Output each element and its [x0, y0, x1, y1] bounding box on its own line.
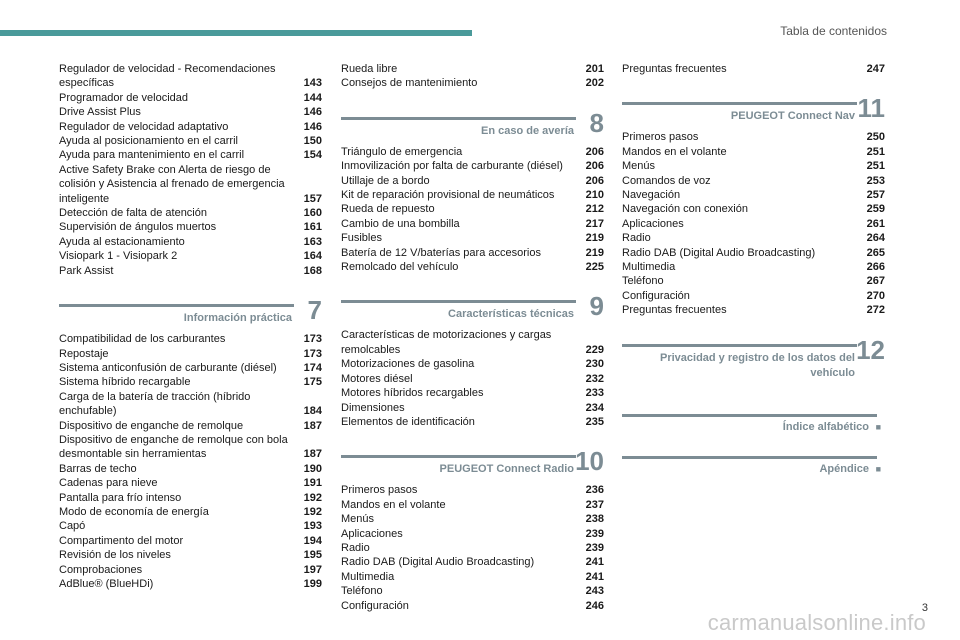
section-title: Apéndice — [819, 462, 869, 475]
toc-entry-page: 199 — [303, 578, 322, 590]
toc-entry[interactable] — [341, 76, 604, 90]
section-rule — [59, 304, 294, 307]
toc-entry-title: Cadenas para nieve — [59, 477, 158, 490]
toc-entry-title: Carga de la batería de tracción (híbrido enchufable) — [59, 390, 251, 418]
toc-entry-page: 164 — [303, 250, 322, 263]
section-header-11[interactable] — [622, 94, 885, 128]
toc-entry-page: 206 — [585, 160, 604, 173]
toc-entry-title: Preguntas frecuentes — [622, 304, 727, 317]
toc-entry-title: Radio DAB (Digital Audio Broadcasting) — [341, 556, 535, 569]
toc-entry[interactable] — [59, 433, 322, 462]
toc-entry-title: Utillaje de a bordo — [341, 174, 430, 187]
toc-entry-title: Modo de economía de energía — [59, 505, 209, 518]
toc-entry-title: Características de motorizaciones y cargas remolcables — [341, 329, 552, 356]
toc-entry-page: 184 — [303, 405, 322, 418]
toc-entry-title: Navegación — [622, 189, 681, 202]
toc-entry[interactable] — [59, 361, 322, 375]
toc-entry-title: Dispositivo de enganche de remolque con bola desmontable sin herramientas — [59, 433, 288, 461]
toc-entry-page: 267 — [866, 275, 885, 288]
toc-entry-title: Revisión de los niveles — [59, 549, 171, 562]
section-header-8[interactable] — [341, 109, 604, 143]
toc-entry[interactable] — [59, 390, 322, 419]
toc-entry-title: Motorizaciones de gasolina — [341, 358, 475, 371]
toc-entry[interactable] — [622, 231, 885, 245]
toc-entry[interactable] — [59, 163, 322, 206]
toc-entry[interactable] — [59, 235, 322, 249]
toc-entry-title: Multimedia — [341, 570, 395, 583]
toc-entry[interactable] — [341, 145, 604, 159]
toc-entry[interactable] — [341, 328, 604, 357]
toc-entry-page: 247 — [866, 63, 885, 75]
toc-entry[interactable] — [341, 498, 604, 512]
toc-entry-title: Aplicaciones — [341, 527, 403, 540]
toc-entry[interactable] — [59, 491, 322, 505]
toc-entry[interactable] — [622, 62, 885, 76]
toc-entry-title: Rueda libre — [341, 63, 398, 75]
toc-entry-page: 187 — [303, 419, 322, 432]
section-rule — [341, 117, 576, 120]
toc-entry-title: Programador de velocidad — [59, 91, 189, 104]
toc-entry-page: 202 — [585, 77, 604, 90]
toc-entry[interactable] — [622, 188, 885, 202]
toc-entry-page: 206 — [585, 145, 604, 158]
toc-entry-page: 272 — [866, 304, 885, 317]
toc-entry-title: Detección de falta de atención — [59, 207, 207, 220]
toc-entry-page: 239 — [585, 527, 604, 540]
toc-entry-page: 154 — [303, 149, 322, 162]
toc-entry-page: 173 — [303, 347, 322, 360]
toc-entry-page: 234 — [585, 401, 604, 414]
toc-entry[interactable] — [59, 577, 322, 591]
toc-entry-page: 146 — [303, 120, 322, 133]
section-title: Privacidad y registro de los datos del vehículo — [659, 351, 855, 379]
toc-entry-title: Configuración — [341, 599, 409, 612]
toc-column-3 — [622, 62, 885, 475]
toc-entry-title: Comandos de voz — [622, 174, 711, 187]
toc-entry-page: 197 — [303, 563, 322, 576]
section-title: Características técnicas — [448, 308, 574, 321]
toc-entry[interactable] — [341, 599, 604, 613]
toc-entry[interactable] — [59, 534, 322, 548]
toc-entry-title: Park Assist — [59, 264, 114, 277]
toc-entry-title: Fusibles — [341, 232, 382, 245]
toc-entry-title: Sistema híbrido recargable — [59, 376, 191, 389]
toc-column-2 — [341, 62, 604, 613]
toc-entry-title: Visiopark 1 - Visiopark 2 — [59, 250, 178, 263]
toc-entry-page: 143 — [303, 77, 322, 90]
toc-entry-page: 150 — [303, 135, 322, 148]
section-header-12[interactable] — [622, 336, 885, 386]
toc-entry-title: Sistema anticonfusión de carburante (diésel) — [59, 361, 277, 374]
toc-entry-page: 175 — [303, 376, 322, 389]
header-accent-bar — [0, 30, 472, 36]
toc-entry-page: 160 — [303, 207, 322, 220]
toc-entry-title: Ayuda al estacionamiento — [59, 235, 185, 248]
watermark-text: carmanualsonline.info — [707, 610, 926, 635]
toc-entry-title: Capó — [59, 520, 86, 533]
toc-entry-page: 250 — [866, 131, 885, 144]
toc-entry-page: 236 — [585, 484, 604, 497]
toc-entry[interactable] — [59, 519, 322, 533]
toc-entry[interactable] — [341, 541, 604, 555]
toc-entry-title: Dispositivo de enganche de remolque — [59, 419, 244, 432]
toc-entry-page: 195 — [303, 549, 322, 562]
toc-entry-page: 187 — [303, 448, 322, 461]
section-number: 12 — [856, 334, 885, 365]
toc-entry-page: 241 — [585, 570, 604, 583]
toc-entry-page: 146 — [303, 106, 322, 119]
toc-entry[interactable] — [59, 148, 322, 162]
toc-entry[interactable] — [341, 415, 604, 429]
toc-entry-page: 257 — [866, 189, 885, 202]
section-square-icon: ■ — [875, 421, 881, 432]
toc-entry-title: Remolcado del vehículo — [341, 261, 459, 274]
toc-entry-title: Active Safety Brake con Alerta de riesgo de colisión y Asistencia al frenado de emergencia inteligente — [59, 163, 285, 205]
toc-entry[interactable] — [59, 332, 322, 346]
toc-entry-title: Kit de reparación provisional de neumáticos — [341, 189, 555, 202]
toc-entry-page: 261 — [866, 217, 885, 230]
toc-entry[interactable] — [59, 120, 322, 134]
toc-entry-page: 212 — [585, 203, 604, 216]
toc-entry-page: 161 — [303, 221, 322, 234]
toc-entry[interactable] — [341, 246, 604, 260]
toc-entry-title: Dimensiones — [341, 401, 405, 414]
section-square-icon: ■ — [875, 463, 881, 474]
toc-entry[interactable] — [59, 134, 322, 148]
toc-entry-page: 173 — [303, 333, 322, 346]
toc-entry-title: Comprobaciones — [59, 563, 143, 576]
toc-entry-page: 217 — [585, 217, 604, 230]
toc-entry-page: 264 — [866, 232, 885, 245]
toc-entry[interactable] — [622, 202, 885, 216]
toc-entry-title: Configuración — [622, 289, 690, 302]
toc-entry-page: 230 — [585, 358, 604, 371]
section-rule — [622, 456, 877, 459]
toc-entry-title: Navegación con conexión — [622, 203, 748, 216]
toc-entry[interactable] — [341, 260, 604, 274]
toc-entry[interactable] — [341, 188, 604, 202]
toc-entry[interactable] — [622, 303, 885, 317]
toc-entry[interactable] — [341, 202, 604, 216]
toc-entry-title: Pantalla para frío intenso — [59, 491, 182, 504]
toc-entry[interactable] — [341, 231, 604, 245]
toc-entry[interactable] — [622, 174, 885, 188]
section-title: Índice alfabético — [782, 420, 869, 433]
page-header-title: Tabla de contenidos — [780, 24, 887, 38]
toc-entry[interactable] — [59, 62, 322, 91]
toc-entry-title: Consejos de mantenimiento — [341, 77, 478, 90]
toc-entry-page: 174 — [303, 361, 322, 374]
toc-entry[interactable] — [622, 217, 885, 231]
section-rule — [622, 102, 857, 105]
toc-entry-page: 238 — [585, 513, 604, 526]
toc-entry-page: 194 — [303, 534, 322, 547]
toc-entry[interactable] — [59, 419, 322, 433]
section-header-10[interactable] — [341, 447, 604, 481]
toc-entry-page: 259 — [866, 203, 885, 216]
section-header-index[interactable] — [622, 406, 885, 433]
toc-entry[interactable] — [622, 246, 885, 260]
toc-entry-title: Motores híbridos recargables — [341, 387, 484, 400]
toc-entry-title: Menús — [622, 160, 656, 173]
toc-entry[interactable] — [622, 289, 885, 303]
toc-entry[interactable] — [622, 260, 885, 274]
toc-entry-title: Menús — [341, 513, 375, 526]
page-number: 3 — [921, 602, 928, 614]
toc-entry-title: Motores diésel — [341, 372, 413, 385]
toc-entry-title: Ayuda al posicionamiento en el carril — [59, 135, 238, 148]
toc-entry[interactable] — [59, 375, 322, 389]
toc-entry-title: Inmovilización por falta de carburante (diésel) — [341, 160, 563, 173]
toc-entry[interactable] — [341, 483, 604, 497]
toc-entry-title: Radio — [341, 541, 370, 554]
toc-entry-title: Supervisión de ángulos muertos — [59, 221, 217, 234]
toc-entry-page: 241 — [585, 556, 604, 569]
toc-entry-title: Radio DAB (Digital Audio Broadcasting) — [622, 246, 816, 259]
toc-entry-title: Repostaje — [59, 347, 109, 360]
toc-entry[interactable] — [622, 145, 885, 159]
toc-entry-page: 192 — [303, 505, 322, 518]
toc-entry-title: Teléfono — [341, 585, 383, 598]
toc-entry-title: Radio — [622, 232, 651, 245]
toc-entry-page: 233 — [585, 387, 604, 400]
section-number: 11 — [857, 93, 885, 124]
section-title: PEUGEOT Connect Radio — [439, 463, 574, 476]
toc-entry[interactable] — [341, 584, 604, 598]
toc-entry-title: Primeros pasos — [341, 484, 418, 497]
toc-entry-title: Ayuda para mantenimiento en el carril — [59, 149, 245, 162]
toc-entry-page: 235 — [585, 415, 604, 428]
toc-entry-page: 266 — [866, 261, 885, 274]
toc-entry-page: 243 — [585, 585, 604, 598]
toc-entry[interactable] — [341, 372, 604, 386]
toc-entry-page: 246 — [585, 599, 604, 612]
toc-entry-title: Multimedia — [622, 261, 676, 274]
toc-entry-title: Regulador de velocidad - Recomendaciones específicas — [59, 63, 276, 90]
toc-entry-title: Mandos en el volante — [341, 498, 446, 511]
toc-entry-page: 163 — [303, 235, 322, 248]
toc-entry-page: 229 — [585, 343, 604, 356]
toc-entry-page: 144 — [303, 91, 322, 104]
toc-entry-title: AdBlue® (BlueHDi) — [59, 578, 154, 590]
toc-entry-title: Compartimento del motor — [59, 534, 184, 547]
toc-entry[interactable] — [59, 505, 322, 519]
toc-entry[interactable] — [341, 555, 604, 569]
toc-entry-page: 253 — [866, 174, 885, 187]
section-number: 7 — [307, 295, 322, 326]
toc-entry[interactable] — [59, 220, 322, 234]
section-header-appendix[interactable] — [622, 448, 885, 475]
toc-entry-title: Mandos en el volante — [622, 145, 727, 158]
toc-entry[interactable] — [341, 357, 604, 371]
section-rule — [622, 414, 877, 417]
toc-entry[interactable] — [622, 130, 885, 144]
section-number: 9 — [589, 291, 604, 322]
toc-entry[interactable] — [341, 386, 604, 400]
toc-entry[interactable] — [622, 159, 885, 173]
section-rule — [622, 344, 857, 347]
toc-entry-page: 157 — [303, 192, 322, 205]
toc-entry[interactable] — [59, 91, 322, 105]
section-rule — [341, 455, 576, 458]
toc-entry-title: Rueda de repuesto — [341, 203, 435, 216]
toc-entry[interactable] — [59, 548, 322, 562]
toc-entry-page: 225 — [585, 261, 604, 274]
toc-entry-title: Primeros pasos — [622, 131, 699, 144]
toc-entry-page: 251 — [866, 160, 885, 173]
section-header-7[interactable] — [59, 296, 322, 330]
toc-entry-page: 239 — [585, 541, 604, 554]
toc-entry-page: 206 — [585, 174, 604, 187]
toc-entry-page: 193 — [303, 520, 322, 533]
toc-entry[interactable] — [59, 462, 322, 476]
toc-entry[interactable] — [59, 249, 322, 263]
section-number: 10 — [575, 446, 604, 477]
section-title: En caso de avería — [481, 124, 574, 137]
section-rule — [341, 300, 576, 303]
toc-entry[interactable] — [622, 274, 885, 288]
toc-entry[interactable] — [341, 159, 604, 173]
section-number: 8 — [589, 107, 604, 138]
toc-entry[interactable] — [341, 512, 604, 526]
toc-entry-page: 237 — [585, 498, 604, 511]
toc-entry-title: Regulador de velocidad adaptativo — [59, 120, 229, 133]
toc-entry-page: 232 — [585, 372, 604, 385]
toc-entry[interactable] — [341, 401, 604, 415]
toc-entry-title: Cambio de una bombilla — [341, 217, 460, 230]
toc-entry[interactable] — [341, 527, 604, 541]
toc-entry-title: Aplicaciones — [622, 217, 684, 230]
toc-entry-title: Barras de techo — [59, 462, 137, 475]
toc-entry-title: Teléfono — [622, 275, 664, 288]
section-title: PEUGEOT Connect Nav — [730, 110, 855, 123]
toc-entry-title: Elementos de identificación — [341, 415, 475, 428]
toc-entry[interactable] — [59, 563, 322, 577]
toc-entry-page: 190 — [303, 462, 322, 475]
toc-entry[interactable] — [59, 476, 322, 490]
toc-entry-title: Batería de 12 V/baterías para accesorios — [341, 246, 541, 259]
toc-entry[interactable] — [59, 264, 322, 278]
toc-entry-page: 192 — [303, 491, 322, 504]
toc-entry[interactable] — [341, 62, 604, 76]
toc-entry-page: 270 — [866, 289, 885, 302]
toc-entry-title: Preguntas frecuentes — [622, 63, 727, 75]
toc-entry[interactable] — [341, 174, 604, 188]
section-header-9[interactable] — [341, 292, 604, 326]
toc-entry-page: 219 — [585, 246, 604, 259]
toc-entry[interactable] — [59, 347, 322, 361]
toc-entry[interactable] — [59, 105, 322, 119]
toc-entry-page: 191 — [303, 477, 322, 490]
toc-entry-page: 251 — [866, 145, 885, 158]
toc-entry[interactable] — [59, 206, 322, 220]
toc-entry-page: 201 — [585, 63, 604, 75]
toc-entry-page: 168 — [303, 264, 322, 277]
toc-entry-page: 210 — [585, 189, 604, 202]
toc-column-1 — [59, 62, 322, 591]
section-title: Información práctica — [183, 312, 292, 325]
toc-entry-title: Drive Assist Plus — [59, 106, 141, 119]
toc-entry[interactable] — [341, 570, 604, 584]
toc-entry[interactable] — [341, 217, 604, 231]
toc-entry-page: 219 — [585, 232, 604, 245]
toc-entry-title: Triángulo de emergencia — [341, 145, 463, 158]
toc-entry-title: Compatibilidad de los carburantes — [59, 333, 226, 346]
toc-entry-page: 265 — [866, 246, 885, 259]
